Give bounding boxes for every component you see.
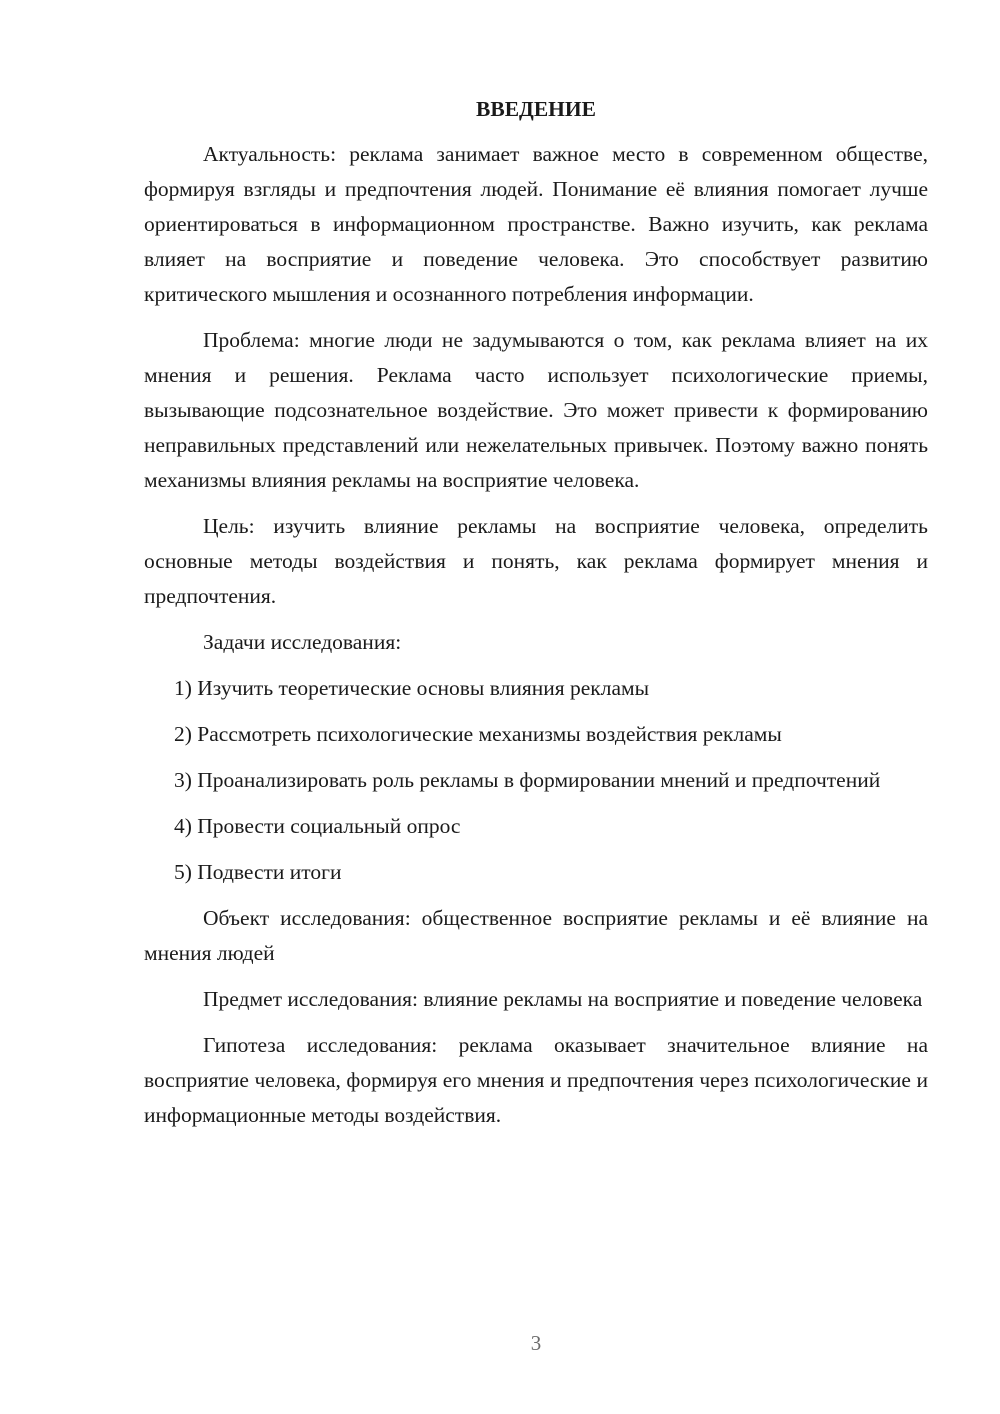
task-item-3: 3) Проанализировать роль рекламы в формировании мнений и предпочтений [174,768,881,792]
page-number: 3 [530,1331,542,1355]
hypothesis-paragraph: Гипотеза исследования: реклама оказывает значительное влияние на восприятие человека, формируя его мнения и предпочтения через психологические и информационные методы воздействия. [144,1033,928,1127]
task-item-4: 4) Провести социальный опрос [174,814,461,838]
object-paragraph: Объект исследования: общественное восприятие рекламы и её влияние на мнения людей [144,906,928,965]
relevance-paragraph: Актуальность: реклама занимает важное место в современном обществе, формируя взгляды и предпочтения людей. Понимание её влияния помогает лучше ориентироваться в информационном пространстве. Важно изучить, как реклама влияет на восприятие и поведение человека. Это способствует развитию критического мышления и осознанного потребления информации. [144,142,928,306]
task-item-1: 1) Изучить теоретические основы влияния рекламы [174,676,650,700]
task-item-2: 2) Рассмотреть психологические механизмы воздействия рекламы [174,722,782,746]
problem-paragraph: Проблема: многие люди не задумываются о том, как реклама влияет на их мнения и решения. Реклама часто использует психологические приемы, вызывающие подсознательное воздействие. Это может привести к формированию неправильных представлений или нежелательных привычек. Поэтому важно понять механизмы влияния рекламы на восприятие человека. [144,328,928,492]
task-item-5: 5) Подвести итоги [174,860,342,884]
goal-paragraph: Цель: изучить влияние рекламы на восприятие человека, определить основные методы воздействия и понять, как реклама формирует мнения и предпочтения. [144,514,928,608]
page-content [144,92,928,1144]
page-title: ВВЕДЕНИЕ [476,97,596,121]
tasks-heading: Задачи исследования: [203,630,402,654]
subject-paragraph: Предмет исследования: влияние рекламы на восприятие и поведение человека [203,987,923,1011]
